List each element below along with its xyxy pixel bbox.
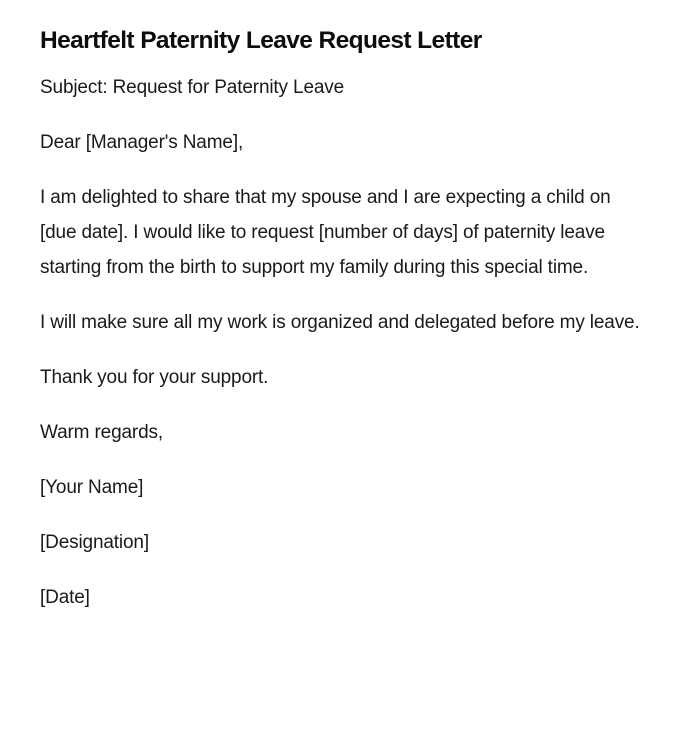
signature-name: [Your Name] bbox=[40, 477, 144, 498]
letter-body-paragraph: I am delighted to share that my spouse and I are expecting a child on [due date]. I would like to request [number of days] of paternity leave starting from the birth to support my family during this special time. bbox=[40, 187, 611, 278]
letter-subject: Subject: Request for Paternity Leave bbox=[40, 77, 345, 98]
letter-title: Heartfelt Paternity Leave Request Letter bbox=[40, 27, 482, 54]
letter-body-paragraph: I will make sure all my work is organized and delegated before my leave. bbox=[40, 312, 640, 333]
signature-date: [Date] bbox=[40, 587, 90, 608]
letter-body-paragraph: Thank you for your support. bbox=[40, 367, 269, 388]
letter-salutation: Dear [Manager's Name], bbox=[40, 132, 244, 153]
letter-closing: Warm regards, bbox=[40, 422, 163, 443]
signature-designation: [Designation] bbox=[40, 532, 149, 553]
